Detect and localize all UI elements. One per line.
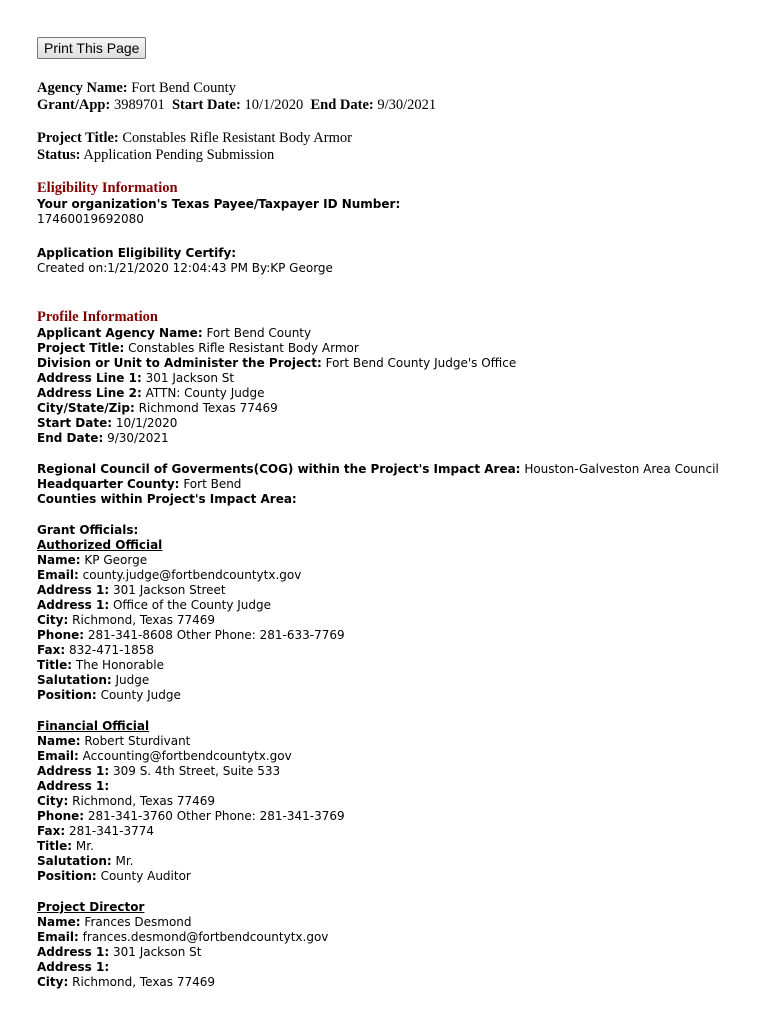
- field-row: [37, 583, 757, 598]
- field-label: Salutation:: [37, 854, 112, 868]
- field-label: Start Date:: [37, 416, 113, 430]
- field-value: 301 Jackson St: [145, 371, 235, 385]
- field-value: county.judge@fortbendcountytx.gov: [82, 568, 302, 582]
- grant-officials-heading: Grant Officials:: [37, 523, 139, 537]
- field-row: [37, 371, 757, 386]
- end-date-value: 9/30/2021: [377, 97, 437, 113]
- certify-value: Created on:1/21/2020 12:04:43 PM By:KP George: [37, 261, 333, 275]
- field-value: Richmond, Texas 77469: [72, 794, 216, 808]
- field-row: [37, 416, 757, 431]
- field-row: [37, 613, 757, 628]
- eligibility-heading: Eligibility Information: [37, 180, 178, 196]
- grant-value: 3989701: [113, 97, 165, 113]
- field-row: [37, 462, 757, 477]
- payee-label: Your organization's Texas Payee/Taxpayer ID Number:: [37, 197, 401, 211]
- field-value: County Auditor: [100, 869, 191, 883]
- field-value: Frances Desmond: [84, 915, 192, 929]
- field-label: Address 1:: [37, 598, 110, 612]
- profile-fields: [37, 326, 757, 446]
- grant-line: [37, 97, 757, 114]
- field-label: Address 1:: [37, 764, 110, 778]
- field-label: Address Line 1:: [37, 371, 142, 385]
- field-label: Address 1:: [37, 945, 110, 959]
- field-value: County Judge: [100, 688, 181, 702]
- field-row: [37, 341, 757, 356]
- field-label: Position:: [37, 869, 97, 883]
- field-label: Headquarter County:: [37, 477, 180, 491]
- field-row: [37, 568, 757, 583]
- field-value: 301 Jackson St: [112, 945, 202, 959]
- field-value: 281-341-3760 Other Phone: 281-341-3769: [87, 809, 345, 823]
- field-value: Richmond, Texas 77469: [72, 975, 216, 989]
- field-row: [37, 824, 757, 839]
- field-row: [37, 356, 757, 371]
- field-row: [37, 915, 757, 930]
- status-value: Application Pending Submission: [83, 147, 275, 163]
- agency-value: Fort Bend County: [131, 80, 236, 96]
- field-row: [37, 854, 757, 869]
- field-value: 832-471-1858: [68, 643, 154, 657]
- project-director-fields: [37, 915, 757, 990]
- field-label: City:: [37, 613, 69, 627]
- field-row: [37, 749, 757, 764]
- field-value: Fort Bend County: [206, 326, 312, 340]
- field-row: [37, 598, 757, 613]
- field-value: 281-341-8608 Other Phone: 281-633-7769: [87, 628, 345, 642]
- field-row: [37, 492, 757, 507]
- field-row: [37, 839, 757, 854]
- field-row: [37, 688, 757, 703]
- field-value: KP George: [84, 553, 148, 567]
- field-value: Office of the County Judge: [112, 598, 272, 612]
- field-row: [37, 386, 757, 401]
- grant-label: Grant/App:: [37, 97, 111, 113]
- field-label: City/State/Zip:: [37, 401, 135, 415]
- certify-label: Application Eligibility Certify:: [37, 246, 237, 260]
- field-label: Applicant Agency Name:: [37, 326, 203, 340]
- field-row: [37, 794, 757, 809]
- status-label: Status:: [37, 147, 81, 163]
- field-label: Name:: [37, 553, 81, 567]
- field-label: Salutation:: [37, 673, 112, 687]
- field-row: [37, 869, 757, 884]
- profile-heading: Profile Information: [37, 309, 158, 325]
- field-value: Mr.: [115, 854, 134, 868]
- field-label: Address Line 2:: [37, 386, 142, 400]
- field-value: Accounting@fortbendcountytx.gov: [82, 749, 292, 763]
- field-label: Name:: [37, 915, 81, 929]
- field-label: City:: [37, 975, 69, 989]
- payee-value: 17460019692080: [37, 212, 144, 226]
- field-label: Name:: [37, 734, 81, 748]
- field-row: [37, 628, 757, 643]
- field-label: Project Title:: [37, 341, 125, 355]
- start-date-value: 10/1/2020: [244, 97, 304, 113]
- field-label: Email:: [37, 749, 79, 763]
- financial-official-title: Financial Official: [37, 719, 150, 733]
- document-page: [37, 37, 757, 990]
- field-value: Robert Sturdivant: [84, 734, 191, 748]
- field-label: Title:: [37, 839, 73, 853]
- field-label: Email:: [37, 568, 79, 582]
- field-value: ATTN: County Judge: [145, 386, 265, 400]
- project-director-title: Project Director: [37, 900, 145, 914]
- end-date-label: End Date:: [310, 97, 374, 113]
- project-title-value: Constables Rifle Resistant Body Armor: [122, 130, 352, 146]
- authorized-official-fields: [37, 553, 757, 703]
- agency-label: Agency Name:: [37, 80, 128, 96]
- field-value: 301 Jackson Street: [112, 583, 226, 597]
- financial-official-fields: [37, 734, 757, 884]
- field-label: Position:: [37, 688, 97, 702]
- field-row: [37, 553, 757, 568]
- field-value: 10/1/2020: [115, 416, 178, 430]
- field-row: [37, 326, 757, 341]
- field-label: Address 1:: [37, 583, 110, 597]
- field-label: Fax:: [37, 824, 66, 838]
- field-row: [37, 975, 757, 990]
- field-row: [37, 764, 757, 779]
- start-date-label: Start Date:: [171, 97, 241, 113]
- print-page-button[interactable]: Print This Page: [37, 37, 146, 59]
- project-title-line: [37, 130, 757, 147]
- status-line: [37, 147, 757, 164]
- field-label: Phone:: [37, 809, 85, 823]
- field-value: Richmond, Texas 77469: [72, 613, 216, 627]
- field-row: [37, 401, 757, 416]
- field-row: [37, 673, 757, 688]
- field-value: Mr.: [75, 839, 94, 853]
- field-label: Address 1:: [37, 779, 110, 793]
- agency-line: [37, 80, 757, 97]
- field-label: End Date:: [37, 431, 104, 445]
- field-value: Fort Bend County Judge's Office: [325, 356, 517, 370]
- field-row: [37, 945, 757, 960]
- field-value: Fort Bend: [183, 477, 242, 491]
- field-label: Regional Council of Goverments(COG) within the Project's Impact Area:: [37, 462, 521, 476]
- field-row: [37, 477, 757, 492]
- field-row: [37, 809, 757, 824]
- field-label: Phone:: [37, 628, 85, 642]
- field-label: Counties within Project's Impact Area:: [37, 492, 297, 506]
- field-label: Address 1:: [37, 960, 110, 974]
- field-row: [37, 960, 757, 975]
- field-row: [37, 930, 757, 945]
- field-value: 9/30/2021: [107, 431, 169, 445]
- field-value: 309 S. 4th Street, Suite 533: [112, 764, 281, 778]
- field-value: Judge: [115, 673, 150, 687]
- field-value: frances.desmond@fortbendcountytx.gov: [82, 930, 329, 944]
- field-label: Title:: [37, 658, 73, 672]
- region-fields: [37, 462, 757, 507]
- field-row: [37, 431, 757, 446]
- project-title-label: Project Title:: [37, 130, 119, 146]
- field-value: The Honorable: [75, 658, 164, 672]
- field-label: City:: [37, 794, 69, 808]
- field-row: [37, 779, 757, 794]
- field-row: [37, 658, 757, 673]
- field-row: [37, 734, 757, 749]
- field-value: Constables Rifle Resistant Body Armor: [128, 341, 359, 355]
- field-value: Houston-Galveston Area Council: [524, 462, 719, 476]
- field-value: Richmond Texas 77469: [138, 401, 278, 415]
- field-value: 281-341-3774: [68, 824, 154, 838]
- field-label: Fax:: [37, 643, 66, 657]
- authorized-official-title: Authorized Official: [37, 538, 163, 552]
- field-label: Division or Unit to Administer the Project:: [37, 356, 322, 370]
- field-row: [37, 643, 757, 658]
- field-label: Email:: [37, 930, 79, 944]
